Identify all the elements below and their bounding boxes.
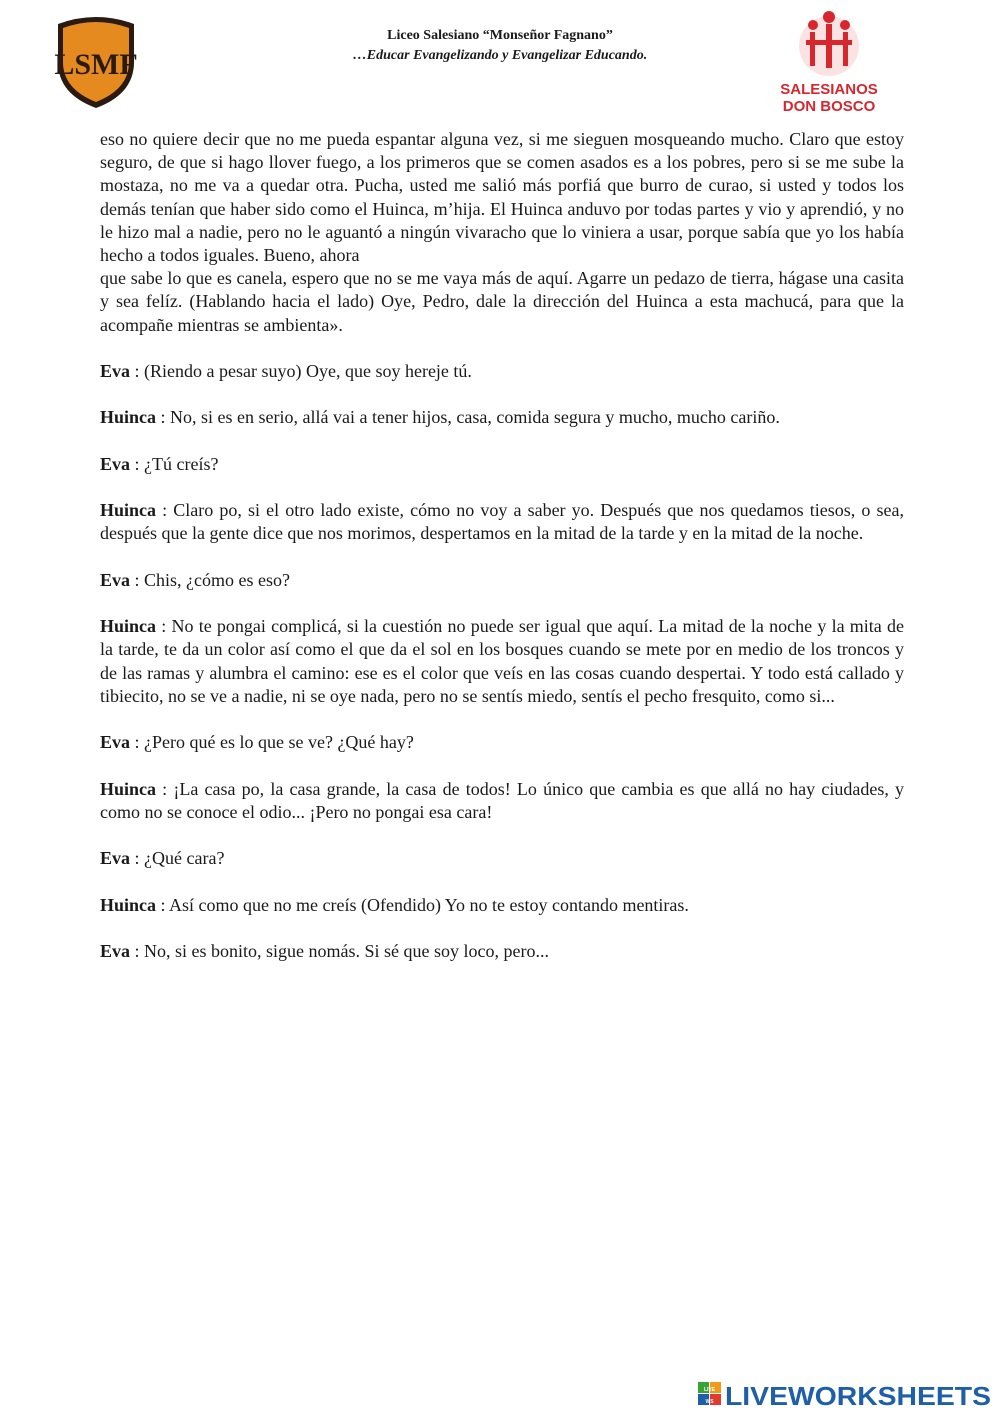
dialogue-line bbox=[100, 615, 904, 708]
page-header bbox=[0, 0, 1000, 125]
dialogue-line bbox=[100, 453, 904, 476]
brand-wordmark: LIVEWORKSHEETS bbox=[725, 1381, 991, 1410]
document-body bbox=[100, 128, 904, 986]
salesianos-text: SALESIANOS bbox=[780, 81, 878, 98]
dialogue-text: : No, si es en serio, allá vai a tener hijos, casa, comida segura y mucho, mucho cariño. bbox=[156, 407, 780, 428]
speaker-name: Eva bbox=[100, 732, 131, 753]
speaker-name: Eva bbox=[100, 361, 131, 382]
header-title-block bbox=[290, 26, 710, 66]
dialogue-text: : ¿Qué cara? bbox=[130, 848, 225, 869]
salesianos-don-bosco-logo bbox=[776, 8, 882, 118]
dialogue-line bbox=[100, 406, 904, 429]
speaker-name: Huinca bbox=[100, 616, 157, 637]
speaker-name: Huinca bbox=[100, 778, 157, 799]
dialogue-text: : Así como que no me creís (Ofendido) Yo no te estoy contando mentiras. bbox=[156, 894, 689, 915]
dialogue-line bbox=[100, 940, 904, 963]
don-bosco-text: DON BOSCO bbox=[782, 98, 876, 115]
dialogue-text: : No, si es bonito, sigue nomás. Si sé que soy loco, pero... bbox=[130, 940, 549, 961]
dialogue-line bbox=[100, 360, 904, 383]
dialogue-line bbox=[100, 731, 904, 754]
dialogue-line bbox=[100, 778, 904, 824]
dialogue-text: : ¿Pero qué es lo que se ve? ¿Qué hay? bbox=[130, 732, 414, 753]
speaker-name: Eva bbox=[100, 453, 131, 474]
speaker-name: Eva bbox=[100, 569, 131, 590]
speaker-name: Huinca bbox=[100, 500, 157, 521]
dialogue-text: : Claro po, si el otro lado existe, cómo no voy a saber yo. Después que nos quedamos tiesos, o sea, después que la gente dice que nos morimos, despertamos en la mitad de la tarde y en la mitad de la noche. bbox=[100, 500, 904, 544]
dialogue-line bbox=[100, 499, 904, 545]
narrative-paragraph: que sabe lo que es canela, espero que no se me vaya más de aquí. Agarre un pedazo de tierra, hágase una casita y sea felíz. (Hablando hacia el lado) Oye, Pedro, dale la dirección del Huinca a esta machucá, para que la acompañe mientras se ambienta». bbox=[100, 268, 904, 335]
speaker-name: Eva bbox=[100, 848, 131, 869]
dialogue-text: : ¡La casa po, la casa grande, la casa de todos! Lo único que cambia es que allá no hay ciudades, y como no se conoce el odio... ¡Pero no pongai esa cara! bbox=[100, 778, 904, 822]
dialogue-line bbox=[100, 847, 904, 870]
dialogue-text: : Chis, ¿cómo es eso? bbox=[130, 569, 290, 590]
speaker-name: Huinca bbox=[100, 894, 157, 915]
dialogue-text: : (Riendo a pesar suyo) Oye, que soy hereje tú. bbox=[130, 361, 472, 382]
dialogue-line bbox=[100, 894, 904, 917]
liveworksheets-logo[interactable] bbox=[698, 1378, 994, 1410]
school-name: Liceo Salesiano “Monseñor Fagnano” bbox=[387, 28, 613, 43]
narrative-paragraph: eso no quiere decir que no me pueda espantar alguna vez, si me sieguen mosqueando mucho. Claro que estoy seguro, de que si hago llover fuego, a los primeros que se comen asados es a los pobres, pero si se me sube la mostaza, no me va a quedar otra. Pucha, usted me salió más porfiá que burro de curao, si usted y todos los demás tenían que haber sido como el Huinca, m’hija. El Huinca anduvo por todas partes y vio y aprendió, y no le hizo mal a nadie, pero no le aguantó a ningún vivaracho que lo viniera a usar, porque sabía que yo los había hecho a todos iguales. Bueno, ahora bbox=[100, 129, 904, 266]
school-motto: …Educar Evangelizando y Evangelizar Educando. bbox=[352, 48, 648, 63]
brand-badge-top: LIVE bbox=[703, 1387, 716, 1393]
dialogue-text: : No te pongai complicá, si la cuestión no puede ser igual que aquí. La mitad de la noche y la mita de la tarde, te da un color así como el que da el sol en los bosques cuando se mete por en medio de los troncos y de las ramas y alumbra el camino: ese es el color que veís en las cosas cuando despertai. Y todo está callado y tibiecito, no se ve a nadie, ni se oye nada, pero no se sentís miedo, sentís el pecho fresquito, como si... bbox=[100, 616, 904, 706]
dialogue-line bbox=[100, 569, 904, 592]
speaker-name: Huinca bbox=[100, 407, 157, 428]
crest-monogram: LSMF bbox=[54, 48, 138, 81]
brand-badge-bottom: WS bbox=[705, 1399, 714, 1405]
school-crest-logo bbox=[52, 14, 140, 110]
speaker-name: Eva bbox=[100, 940, 131, 961]
dialogue-text: : ¿Tú creís? bbox=[130, 453, 219, 474]
